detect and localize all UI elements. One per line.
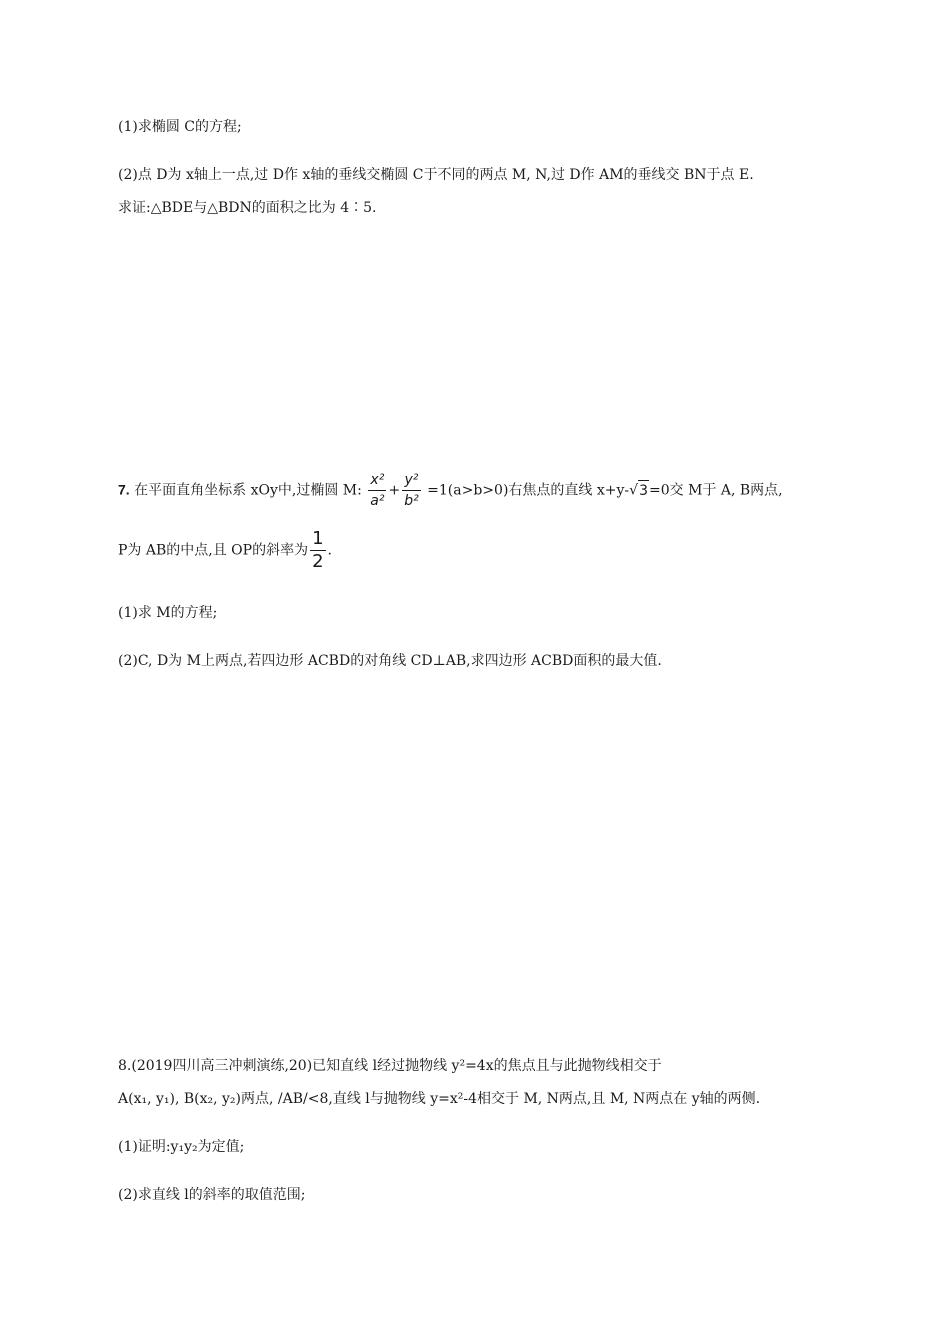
- p8-line-1: 8.(2019四川高三冲刺演练,20)已知直线 l经过抛物线 y²=4x的焦点且与此抛物线相交于: [118, 1058, 662, 1074]
- p7-lead: 在平面直角坐标系 xOy中,过椭圆 M:: [134, 482, 362, 499]
- p6-question-2-line-1: (2)点 D为 x轴上一点,过 D作 x轴的垂线交椭圆 C于不同的两点 M, N,过 D作 AM的垂线交 BN于点 E.: [118, 167, 754, 183]
- p7-half-denominator: 2: [312, 551, 324, 572]
- p7-line-1: 7. 在平面直角坐标系 xOy中,过椭圆 M: $\frac{\text{x²}}{\text{a²}}$ + $\frac{\text{y²}}{\text{b²}}$ =1(a>b>0)右焦点的直线 x+y-√3=0交 M于 A, B两点,: [118, 472, 783, 509]
- p7-fraction-x-over-a: [368, 470, 386, 511]
- p7-equation-condition: =1(a>b>0)右焦点的直线 x+y-: [427, 482, 630, 499]
- p8-question-2: (2)求直线 l的斜率的取值范围;: [118, 1187, 306, 1203]
- p7-frac1-denominator: a²: [370, 493, 385, 509]
- p6-question-2-line-2: 求证:△BDE与△BDN的面积之比为 4∶5.: [118, 200, 377, 216]
- p7-frac2-denominator: b²: [404, 493, 419, 509]
- p8-line-2: A(x₁, y₁), B(x₂, y₂)两点, /AB/<8,直线 l与抛物线 y=x²-4相交于 M, N两点,且 M, N两点在 y轴的两侧.: [118, 1091, 761, 1107]
- p7-plus: +: [388, 482, 401, 499]
- p6-question-1: (1)求椭圆 C的方程;: [118, 119, 242, 135]
- p7-line2-lead: P为 AB的中点,且 OP的斜率为: [118, 542, 309, 559]
- p7-fraction-one-half: [310, 528, 325, 573]
- p7-equation-tail: =0交 M于 A, B两点,: [648, 482, 783, 499]
- p7-fraction-y-over-b: [402, 470, 421, 511]
- p7-question-2: (2)C, D为 M上两点,若四边形 ACBD的对角线 CD⊥AB,求四边形 ACBD面积的最大值.: [118, 653, 662, 669]
- p7-line2-tail: .: [327, 542, 332, 559]
- p7-line-2: [118, 528, 332, 573]
- p7-sqrt-argument: 3: [638, 480, 649, 501]
- p7-number: 7.: [118, 481, 130, 498]
- p7-half-numerator: 1: [312, 528, 324, 549]
- p8-question-1: (1)证明:y₁y₂为定值;: [118, 1139, 245, 1155]
- p7-frac2-numerator: y²: [402, 470, 421, 491]
- p7-frac1-numerator: x²: [368, 470, 386, 491]
- p7-question-1: (1)求 M的方程;: [118, 605, 218, 621]
